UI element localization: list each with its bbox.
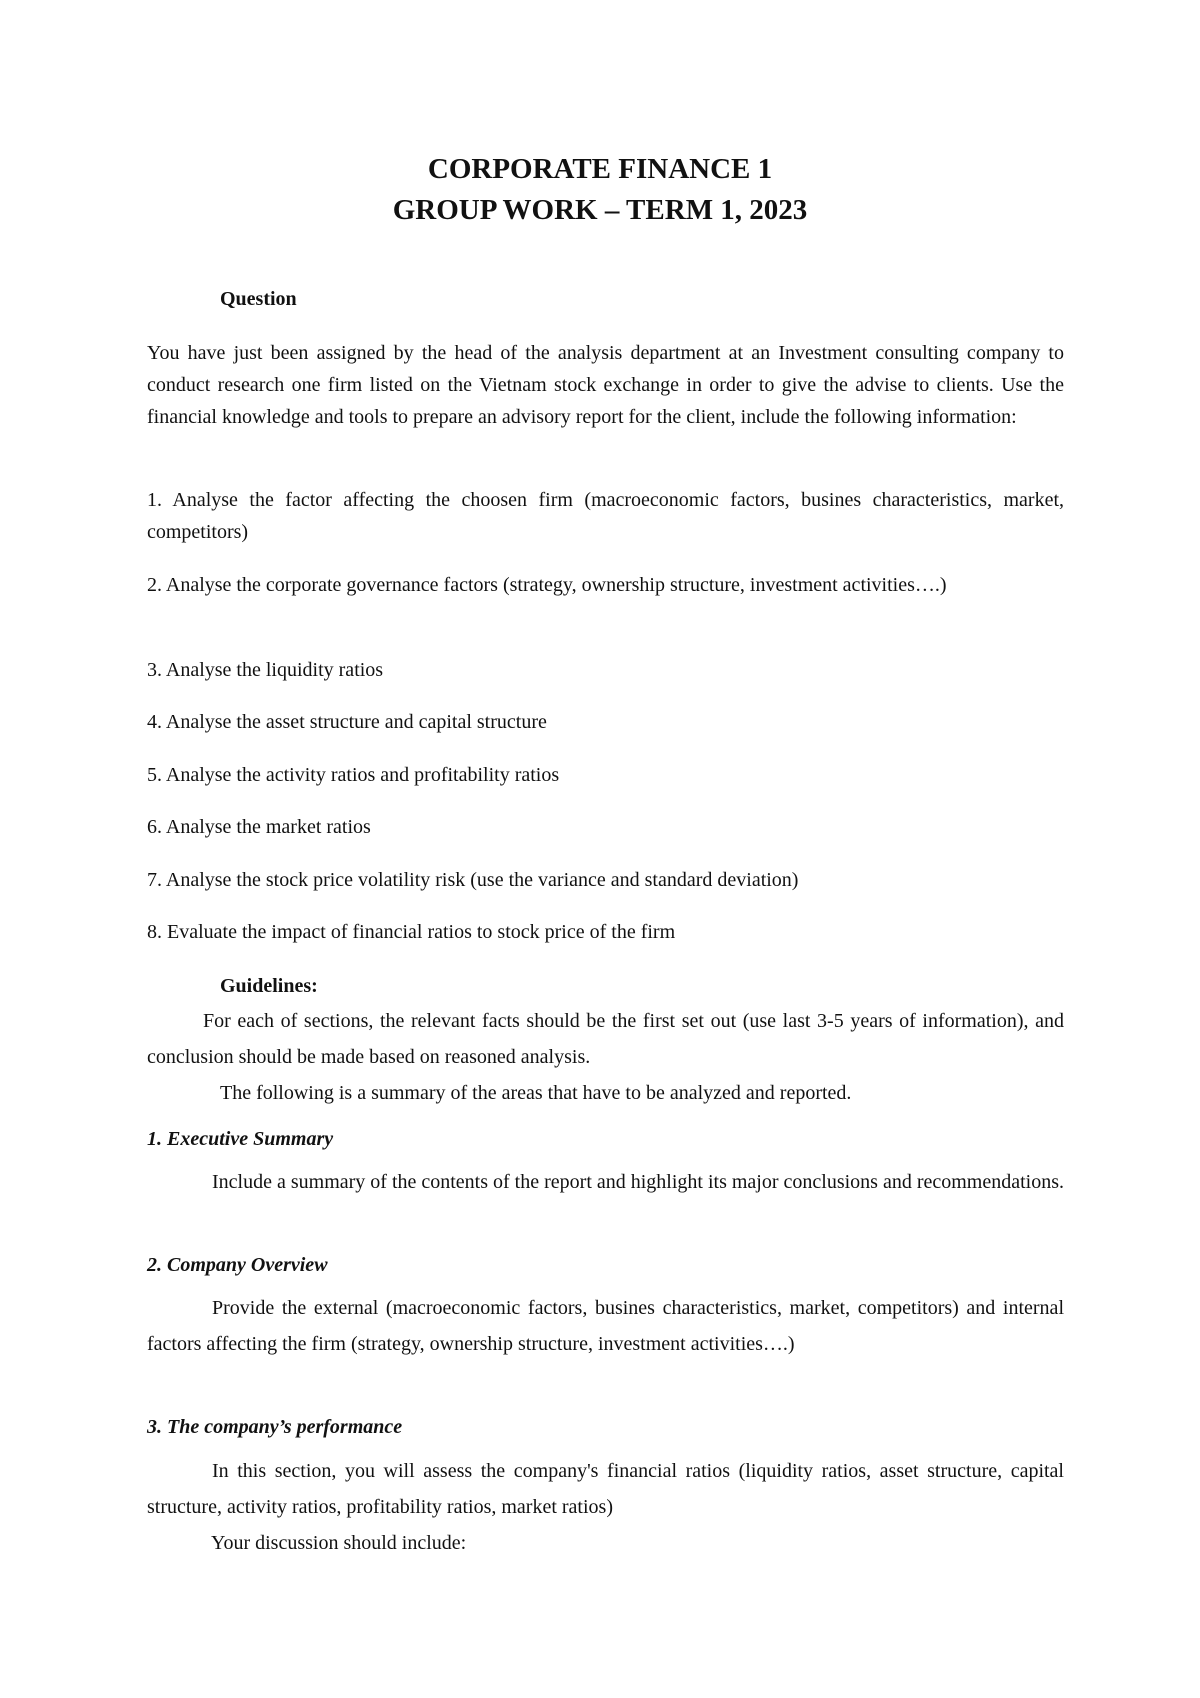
guidelines-paragraph-2: The following is a summary of the areas that have to be analyzed and reported. — [220, 1082, 852, 1104]
question-item-5: 5. Analyse the activity ratios and profitability ratios — [147, 764, 560, 786]
section-body-executive-summary: Include a summary of the contents of the report and highlight its major conclusions and recommendations. — [212, 1171, 1065, 1193]
guidelines-heading: Guidelines: — [220, 975, 318, 997]
section-body-company-overview: Provide the external (macroeconomic factors, busines characteristics, market, competitors) and internal factors affecting the firm (strategy, ownership structure, investment activities….) — [147, 1297, 1064, 1355]
section-heading-company-performance: 3. The company’s performance — [147, 1416, 403, 1438]
document-title: CORPORATE FINANCE 1 — [427, 153, 773, 185]
question-item-3: 3. Analyse the liquidity ratios — [147, 659, 384, 681]
question-item-1: 1. Analyse the factor affecting the choosen firm (macroeconomic factors, busines characteristics, market, competitors) — [147, 489, 1064, 543]
guidelines-paragraph-1: For each of sections, the relevant facts should be the first set out (use last 3-5 years of information), and conclusion should be made based on reasoned analysis. — [147, 1010, 1064, 1068]
question-item-8: 8. Evaluate the impact of financial ratios to stock price of the firm — [147, 921, 676, 943]
question-item-6: 6. Analyse the market ratios — [147, 816, 371, 838]
question-item-2: 2. Analyse the corporate governance factors (strategy, ownership structure, investment activities….) — [147, 574, 947, 596]
section-body-discussion-note: Your discussion should include: — [211, 1532, 467, 1554]
section-heading-executive-summary: 1. Executive Summary — [147, 1128, 334, 1150]
section-heading-company-overview: 2. Company Overview — [147, 1254, 328, 1276]
question-intro: You have just been assigned by the head of the analysis department at an Investment consulting company to conduct research one firm listed on the Vietnam stock exchange in order to give the advise to clients. Use the financial knowledge and tools to prepare an advisory report for the client, include the following information: — [147, 342, 1064, 428]
question-heading: Question — [220, 288, 297, 310]
question-item-4: 4. Analyse the asset structure and capital structure — [147, 711, 547, 733]
question-item-7: 7. Analyse the stock price volatility risk (use the variance and standard deviation) — [147, 869, 799, 891]
section-body-company-performance: In this section, you will assess the company's financial ratios (liquidity ratios, asset structure, capital structure, activity ratios, profitability ratios, market ratios) — [147, 1460, 1064, 1518]
document-subtitle: GROUP WORK – TERM 1, 2023 — [392, 194, 808, 226]
